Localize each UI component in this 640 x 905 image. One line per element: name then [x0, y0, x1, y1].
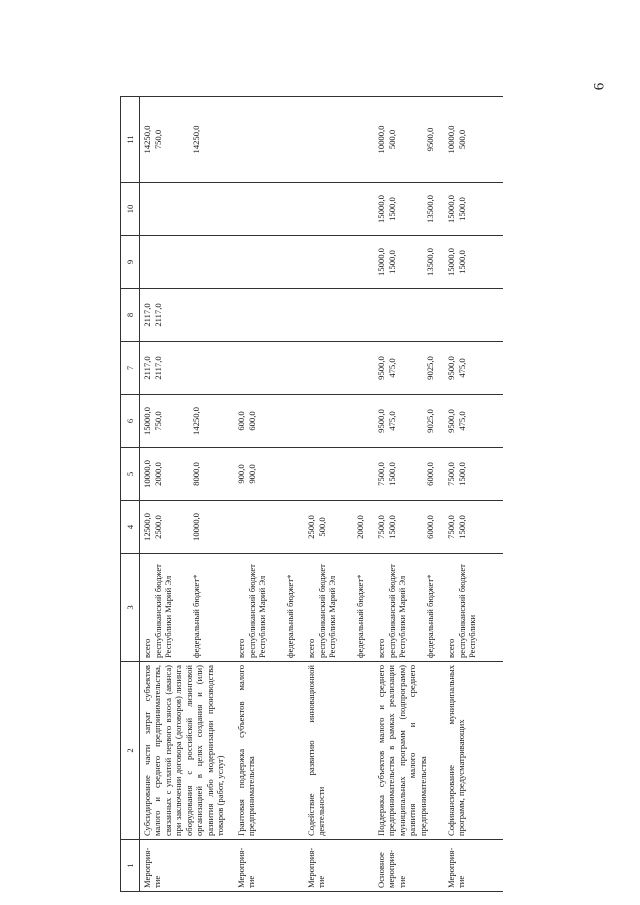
row-type: Мероприя- тие: [140, 840, 234, 892]
value: [317, 239, 355, 285]
budget-table: [120, 96, 503, 892]
value-cell: [444, 97, 503, 183]
value: [236, 292, 247, 338]
value: 1500,0: [456, 515, 467, 539]
value: [355, 451, 366, 497]
value: 500,0: [316, 517, 327, 537]
value: 9500,0: [375, 356, 386, 380]
value: [285, 100, 296, 179]
value: [236, 186, 247, 232]
value: [317, 292, 355, 338]
value: 2117,0: [142, 356, 152, 380]
value: 2500,0: [153, 515, 163, 539]
value-cell: [374, 289, 444, 342]
value-cell: [234, 342, 304, 395]
value: 10000,0: [142, 460, 152, 488]
funding-source: всего: [235, 638, 246, 658]
value: 500,0: [456, 129, 467, 150]
value: 10000,0: [191, 513, 201, 541]
value-cell: [140, 289, 234, 342]
value: [247, 504, 285, 550]
funding-source: всего: [305, 638, 316, 658]
value-cell: [140, 183, 234, 236]
value: 14250,0: [191, 125, 201, 154]
value: 750,0: [153, 411, 163, 431]
value: [317, 345, 355, 391]
value-cell: [234, 97, 304, 183]
funding-source: федеральный бюджет*: [191, 574, 201, 658]
value: [236, 239, 247, 285]
row-description: Грантовая поддержка субъектов малого предпринимательства: [234, 662, 304, 840]
funding-source: республиканский бюджет Республики: [456, 561, 478, 658]
value: [355, 292, 366, 338]
value: 15000,0: [375, 195, 386, 223]
value-cell: [140, 448, 234, 501]
value: [317, 100, 355, 179]
value-cell: [444, 289, 503, 342]
value: 1500,0: [456, 250, 467, 274]
row-type: Основное мероприя- тие: [374, 840, 444, 892]
value: 900,0: [235, 464, 246, 484]
value: [153, 239, 191, 285]
value: 600,0: [246, 411, 257, 431]
value: 14250,0: [191, 407, 201, 435]
value: 1500,0: [386, 515, 397, 539]
value-cell: [304, 448, 374, 501]
col-header: 2: [121, 662, 140, 840]
value: [285, 292, 296, 338]
value: 14250,0: [142, 125, 152, 154]
value-cell: [304, 289, 374, 342]
value: 7500,0: [375, 515, 386, 539]
value: 9500,0: [445, 356, 456, 380]
value: [317, 451, 355, 497]
value: [355, 398, 366, 444]
value-cell: [444, 395, 503, 448]
value-cell: [304, 501, 374, 554]
col-header: 5: [121, 448, 140, 501]
value: [285, 398, 296, 444]
value: 9500,0: [445, 409, 456, 433]
value: [285, 186, 296, 232]
value-cell: [234, 395, 304, 448]
col-header: 9: [121, 236, 140, 289]
value: 1500,0: [386, 462, 397, 486]
value: [191, 186, 202, 232]
value: [306, 100, 317, 179]
col-header: 1: [121, 840, 140, 892]
value: [153, 186, 191, 232]
value: [142, 186, 153, 232]
value-cell: [140, 395, 234, 448]
value: [191, 292, 202, 338]
value: [355, 345, 366, 391]
value: 475,0: [456, 411, 467, 431]
value: 2000,0: [354, 515, 365, 539]
value: 9025,0: [424, 409, 435, 433]
value: 475,0: [386, 358, 397, 378]
value: 1500,0: [386, 197, 397, 221]
value: 1500,0: [456, 462, 467, 486]
value: 475,0: [386, 411, 397, 431]
col-header: 3: [121, 554, 140, 662]
value-cell: [304, 97, 374, 183]
value: 13500,0: [424, 195, 435, 223]
value-cell: [374, 236, 444, 289]
value: [236, 345, 247, 391]
value: 9500,0: [375, 409, 386, 433]
funding-sources: [304, 554, 374, 662]
funding-source: республиканский бюджет Республики Марий Эл: [316, 561, 338, 658]
value: 8000,0: [191, 462, 201, 486]
value: 10000,0: [375, 125, 386, 154]
value: 6000,0: [424, 462, 435, 486]
value-cell: [444, 501, 503, 554]
value: 9025,0: [424, 356, 435, 380]
col-header: 11: [121, 97, 140, 183]
value: 500,0: [386, 129, 397, 150]
value: 15000,0: [375, 248, 386, 276]
value: 15000,0: [445, 195, 456, 223]
rotated-page: [120, 97, 590, 892]
value-cell: [234, 289, 304, 342]
value: [285, 504, 296, 550]
value: 15000,0: [445, 248, 456, 276]
funding-source: всего: [375, 638, 386, 658]
col-header: 8: [121, 289, 140, 342]
value-cell: [374, 97, 444, 183]
value: [306, 239, 317, 285]
value: 13500,0: [424, 248, 435, 276]
value-cell: [374, 395, 444, 448]
value: [247, 100, 285, 179]
value: 2117,0: [153, 303, 163, 327]
value-cell: [444, 183, 503, 236]
value: 2500,0: [305, 515, 316, 539]
value: [446, 292, 457, 338]
table-row: [374, 97, 444, 892]
row-type: Мероприя- тие: [234, 840, 304, 892]
col-header: 10: [121, 183, 140, 236]
value: [285, 239, 296, 285]
value: [355, 100, 366, 179]
funding-source: федеральный бюджет*: [354, 574, 365, 658]
row-description: Поддержка субъектов малого и среднего предпринимательства в рамках реализации муниципальных программ (подпрограмм) развития малого и среднего предпринимательства: [374, 662, 444, 840]
row-type: Мероприя- тие: [304, 840, 374, 892]
value: [247, 292, 285, 338]
value: [457, 292, 495, 338]
value: 6000,0: [424, 515, 435, 539]
value: [285, 451, 296, 497]
row-type: Мероприя- тие: [444, 840, 503, 892]
value: [247, 345, 285, 391]
funding-source: всего: [445, 638, 456, 658]
funding-source: федеральный бюджет*: [424, 574, 435, 658]
value-cell: [234, 236, 304, 289]
col-header: 4: [121, 501, 140, 554]
header-row: [121, 97, 140, 892]
table-row: [444, 97, 503, 892]
value-cell: [374, 501, 444, 554]
value: [306, 451, 317, 497]
value: [247, 239, 285, 285]
value-cell: [374, 342, 444, 395]
funding-sources: [444, 554, 503, 662]
row-description: Субсидирование части затрат субъектов малого и среднего предпринимательства, связанных с уплатой первого взноса (аванса) при заключении договора (договоров) лизинга оборудования с российской лизинговой организацией в целях создания и (или) развития либо модернизации производства товаров (работ, услуг): [140, 662, 234, 840]
col-header: 7: [121, 342, 140, 395]
value: [306, 292, 317, 338]
value: [306, 345, 317, 391]
value: [191, 345, 202, 391]
value-cell: [140, 97, 234, 183]
funding-source: республиканский бюджет Республики Марий Эл: [386, 561, 408, 658]
value: 2117,0: [142, 303, 152, 327]
row-description: Софинансирование муниципальных программ, предусматривающих: [444, 662, 503, 840]
value: 2117,0: [153, 356, 163, 380]
value: [376, 292, 387, 338]
value: [191, 239, 202, 285]
value: 12500,0: [142, 513, 152, 541]
table-row: [234, 97, 304, 892]
col-header: 6: [121, 395, 140, 448]
value: 2000,0: [153, 462, 163, 486]
value-cell: [304, 395, 374, 448]
value: [317, 186, 355, 232]
value: 7500,0: [445, 515, 456, 539]
value: [236, 100, 247, 179]
value: [387, 292, 425, 338]
value-cell: [140, 501, 234, 554]
value: [425, 292, 436, 338]
value: 9500,0: [424, 127, 435, 152]
table-row: [304, 97, 374, 892]
value-cell: [444, 236, 503, 289]
funding-source: республиканский бюджет Республики Марий Эл: [153, 561, 174, 658]
value-cell: [234, 501, 304, 554]
value-cell: [234, 448, 304, 501]
value-cell: [140, 342, 234, 395]
value-cell: [374, 448, 444, 501]
value: 15000,0: [142, 407, 152, 435]
value: 750,0: [153, 129, 163, 150]
funding-sources: [234, 554, 304, 662]
funding-source: республиканский бюджет Республики Марий Эл: [246, 561, 268, 658]
value: 475,0: [456, 358, 467, 378]
value: [317, 398, 355, 444]
page-number: 6: [591, 82, 608, 91]
value-cell: [304, 183, 374, 236]
value: [285, 345, 296, 391]
funding-sources: [374, 554, 444, 662]
value: 10000,0: [445, 125, 456, 154]
value-cell: [444, 448, 503, 501]
value: 1500,0: [386, 250, 397, 274]
table-row: [140, 97, 234, 892]
funding-sources: [140, 554, 234, 662]
value: [247, 186, 285, 232]
value: [306, 186, 317, 232]
value-cell: [304, 236, 374, 289]
value: [355, 186, 366, 232]
row-description: Содействие развитию инновационной деятельности: [304, 662, 374, 840]
value: 900,0: [246, 464, 257, 484]
funding-source: всего: [142, 638, 152, 658]
value: [306, 398, 317, 444]
value: [142, 239, 153, 285]
value: 600,0: [235, 411, 246, 431]
value: [236, 504, 247, 550]
value-cell: [304, 342, 374, 395]
funding-source: федеральный бюджет*: [284, 574, 295, 658]
value-cell: [444, 342, 503, 395]
value: [355, 239, 366, 285]
value-cell: [234, 183, 304, 236]
value: 1500,0: [456, 197, 467, 221]
value: 7500,0: [375, 462, 386, 486]
value-cell: [374, 183, 444, 236]
value: 7500,0: [445, 462, 456, 486]
value-cell: [140, 236, 234, 289]
